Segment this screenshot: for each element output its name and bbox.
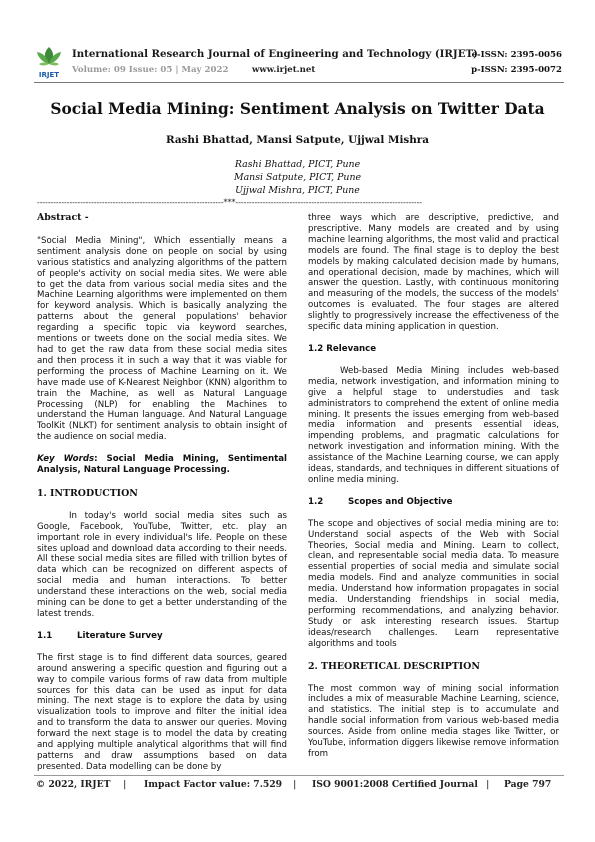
page-number: Page 797 <box>504 779 552 790</box>
keywords <box>37 454 287 476</box>
literature-survey-title: Literature Survey <box>77 630 163 641</box>
p-issn: p-ISSN: 2395-0072 <box>471 65 562 75</box>
journal-header <box>34 44 564 80</box>
journal-website[interactable]: www.irjet.net <box>252 65 316 75</box>
paper-authors: Rashi Bhattad, Mansi Satpute, Ujjwal Mishra <box>165 134 430 146</box>
abstract-text: "Social Media Mining", Which essentially means a sentiment analysis done on people on social by using various statistics and analyzing algorithms of the pattern of people's activity on social media sites. We were able to get the data from various social media sites and the Machine Learning algorithms were implemented on them for keyword analysis. Which is basically analyzing the patterns about the general populations' behavior regarding a specific topic via keyword searches, mentions or tweets done on the social media sites. We had to get the raw data from these social media sites and then process it in such a way that it was viable for performing the process of Machine Learning on it. We have made use of K-Nearest Neighbor (KNN) algorithm to train the Machine, as well as Natural Language Processing (NLP) for enabling the Machines to understand the Human language. And Natural Language ToolKit (NLKT) for sentiment analysis to obtain insight of the audience on social media. <box>37 235 287 443</box>
scope-heading <box>308 497 559 508</box>
affiliation-1: Rashi Bhattad, PICT, Pune <box>234 159 361 170</box>
e-issn: e-ISSN: 2395-0056 <box>471 50 562 60</box>
theoretical-description-heading: 2. THEORETICAL DESCRIPTION <box>308 660 480 672</box>
abstract-heading: Abstract - <box>37 212 89 223</box>
left-column <box>37 213 287 773</box>
footer-copyright: © 2022, IRJET <box>36 779 111 790</box>
affiliation-3: Ujjwal Mishra, PICT, Pune <box>235 185 360 196</box>
affiliations <box>0 158 595 197</box>
footer-iso: ISO 9001:2008 Certified Journal <box>312 779 478 790</box>
literature-survey-continued: three ways which are descriptive, predictive, and prescriptive. Many models are created and by using machine learning algorithms, the most valid and practical models are found. The final stage is to deploy the best models by making calculated decision made by humans, and operational decision, made by machines, which will answer the question. Lastly, with continuous monitoring and measuring of the models, the success of the models' outcomes is evaluated. The four stages are altered slightly to progressively increase the effectiveness of the specific data mining application in question. <box>308 213 559 333</box>
footer-separator: | <box>486 779 490 790</box>
journal-title: International Research Journal of Engineering and Technology (IRJET) <box>72 48 478 60</box>
relevance-text: Web-based Media Mining includes web-based media, network investigation, and information mining to give a helpful stage to understudies and task administrators to comprehend the extent of online media mining. It presents the issues emerging from web-based media information and presents essential ideas, impending problems, and pragmatic calculations for network investigation and information mining. With the assistance of the Machine Learning course, we can apply ideas, standards, and techniques in different situations of online media mining. <box>308 365 559 485</box>
introduction-heading: 1. INTRODUCTION <box>37 487 138 499</box>
introduction-text: In today's world social media sites such as Google, Facebook, YouTube, Twitter, etc. play an important role in every individual's life. People on these sites upload and download data according to their needs. All these social media sites are filled with trillion bytes of data which can be recognized on different aspects of social media and human interactions. To better understand these interactions on the web, social media mining can be done to get a better understanding of the latest trends. <box>37 510 287 619</box>
scope-number: 1.2 <box>308 496 324 507</box>
footer-divider <box>34 775 564 776</box>
footer-separator: | <box>123 779 127 790</box>
scope-text: The scope and objectives of social media mining are to: Understand social aspects of the Web with Social Theories, Social media and Mining. Learn to collect, clean, and representable social media data. To measure essential properties of social media and simulate social media models. Find and analyze communities in social media. Understand how information propagates in social media. Understanding friendships in social media, performing recommendations, and analyzing behavior. Study or ask interesting research issues. Startup ideas/research challenges. Learn representative algorithms and tools <box>308 518 559 649</box>
literature-survey-heading <box>37 631 287 642</box>
keywords-label: Key Words <box>37 454 95 465</box>
right-column <box>308 213 559 760</box>
keywords-text: : Social Media Mining, Sentimental Analysis, Natural Language Processing. <box>37 454 288 476</box>
footer-separator: | <box>293 779 297 790</box>
theoretical-description-text: The most common way of mining social information includes a mix of measurable Machine Learning, science, and statistics. The initial step is to accumulate and handle social information from various web-based media sources. Aside from online media stages like Twitter, or YouTube, information diggers likewise remove information from <box>308 683 559 759</box>
section-separator: ---------------------------------------------------------------------***--------------------------------------------------------------------- <box>37 198 423 207</box>
affiliation-2: Mansi Satpute, PICT, Pune <box>233 172 362 183</box>
paper-title: Social Media Mining: Sentiment Analysis on Twitter Data <box>50 100 545 118</box>
irjet-logo <box>34 44 64 80</box>
logo-text: IRJET <box>38 71 60 79</box>
scope-title: Scopes and Objective <box>348 496 453 507</box>
footer-impact-factor: Impact Factor value: 7.529 <box>144 779 283 790</box>
literature-survey-number: 1.1 <box>37 630 53 641</box>
relevance-heading: 1.2 Relevance <box>308 343 377 354</box>
header-divider <box>34 82 564 83</box>
page-footer <box>34 779 564 793</box>
volume-issue: Volume: 09 Issue: 05 | May 2022 <box>72 65 229 75</box>
literature-survey-text: The first stage is to find different data sources, geared around answering a specific question and figuring out a way to compile various forms of raw data from multiple sources for this data can be used as input for data mining. The next stage is to explore the data by using visualization tools to improve and filter the initial idea and to transform the data to answer our queries. Moving forward the next stage is to model the data by creating and applying multiple analytical algorithms that will find patterns and draw assumptions based on data presented. Data modelling can be done by <box>37 652 287 772</box>
